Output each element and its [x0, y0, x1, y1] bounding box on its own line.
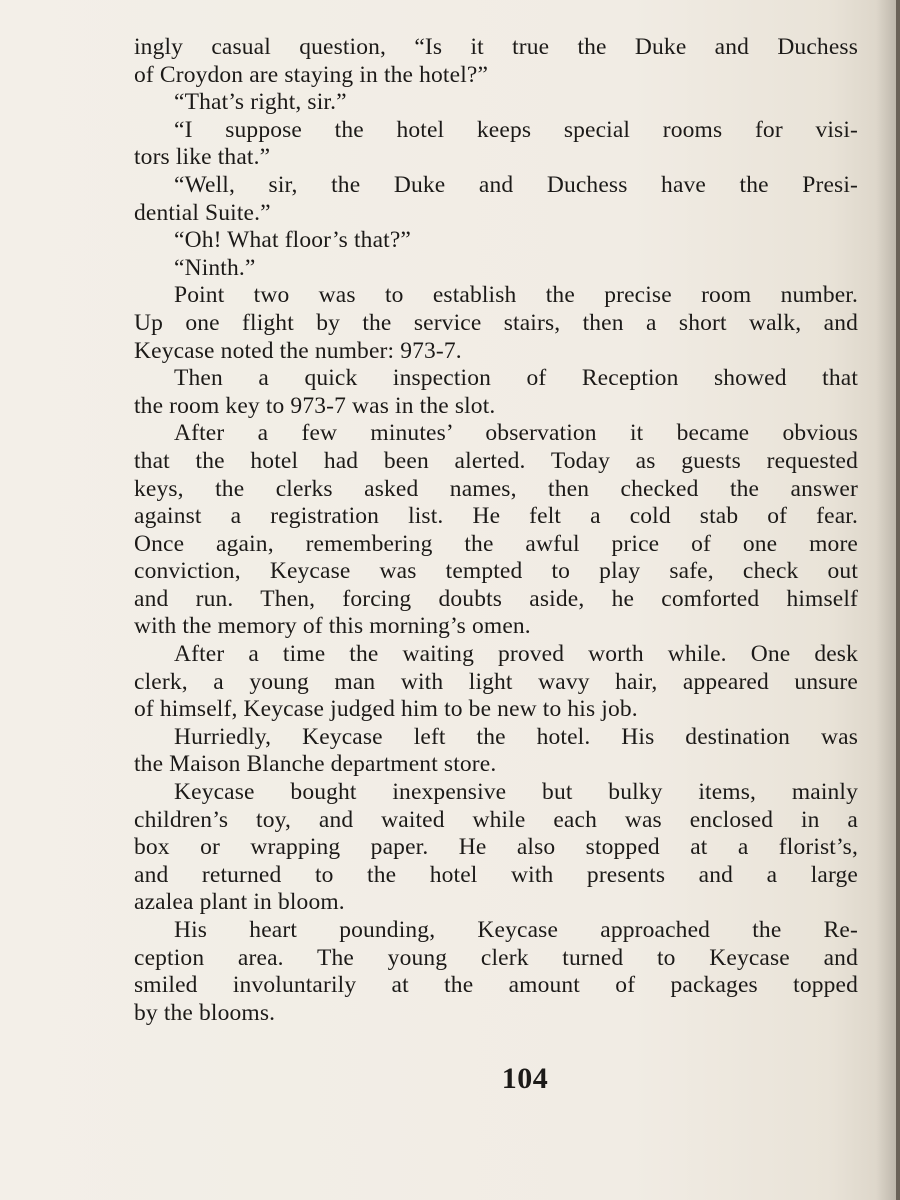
text-line: Keycase noted the number: 973-7.: [134, 337, 462, 364]
text-line: the room key to 973-7 was in the slot.: [134, 392, 496, 419]
text-line: the Maison Blanche department store.: [134, 751, 497, 778]
text-line: azalea plant in bloom.: [134, 889, 345, 916]
text-line: “I suppose the hotel keeps special rooms for visi-: [174, 116, 858, 143]
text-line: Keycase bought inexpensive but bulky items, mainly: [174, 779, 858, 806]
body-text: [134, 34, 858, 1027]
text-line: against a registration list. He felt a cold stab of fear.: [134, 503, 858, 530]
page-edge: [896, 0, 900, 1200]
text-line: His heart pounding, Keycase approached the Re-: [174, 917, 858, 943]
text-line: and returned to the hotel with presents and a large: [134, 861, 858, 888]
text-line: “Oh! What floor’s that?”: [174, 227, 411, 254]
text-line: that the hotel had been alerted. Today as guests requested: [134, 447, 858, 474]
text-line: After a time the waiting proved worth while. One desk: [174, 641, 858, 668]
text-line: After a few minutes’ observation it became obvious: [174, 420, 858, 447]
text-line: conviction, Keycase was tempted to play safe, check out: [134, 558, 858, 585]
text-line: Up one flight by the service stairs, then a short walk, and: [134, 309, 858, 336]
text-line: Hurriedly, Keycase left the hotel. His destination was: [174, 723, 858, 750]
text-line: Point two was to establish the precise room number.: [174, 282, 858, 309]
text-line: tors like that.”: [134, 144, 271, 171]
text-line: ingly casual question, “Is it true the Duke and Duchess: [134, 34, 858, 60]
text-line: keys, the clerks asked names, then checked the answer: [134, 475, 858, 502]
text-line: by the blooms.: [134, 999, 276, 1026]
text-line: and run. Then, forcing doubts aside, he comforted himself: [134, 585, 858, 612]
text-line: dential Suite.”: [134, 199, 271, 226]
text-line: “That’s right, sir.”: [174, 89, 347, 116]
text-line: box or wrapping paper. He also stopped at a florist’s,: [134, 834, 858, 861]
text-line: Once again, remembering the awful price of one more: [134, 530, 858, 557]
text-line: smiled involuntarily at the amount of packages topped: [134, 972, 858, 999]
text-line: ception area. The young clerk turned to Keycase and: [134, 944, 858, 971]
text-line: “Well, sir, the Duke and Duchess have the Presi-: [174, 171, 858, 198]
text-line: with the memory of this morning’s omen.: [134, 613, 531, 640]
text-line: “Ninth.”: [174, 254, 256, 281]
text-line: children’s toy, and waited while each was enclosed in a: [134, 806, 858, 833]
text-line: of himself, Keycase judged him to be new to his job.: [134, 696, 638, 723]
page-number: 104: [501, 1062, 549, 1095]
text-line: of Croydon are staying in the hotel?”: [134, 61, 489, 88]
text-line: clerk, a young man with light wavy hair, appeared unsure: [134, 668, 858, 695]
text-line: Then a quick inspection of Reception showed that: [174, 365, 858, 392]
